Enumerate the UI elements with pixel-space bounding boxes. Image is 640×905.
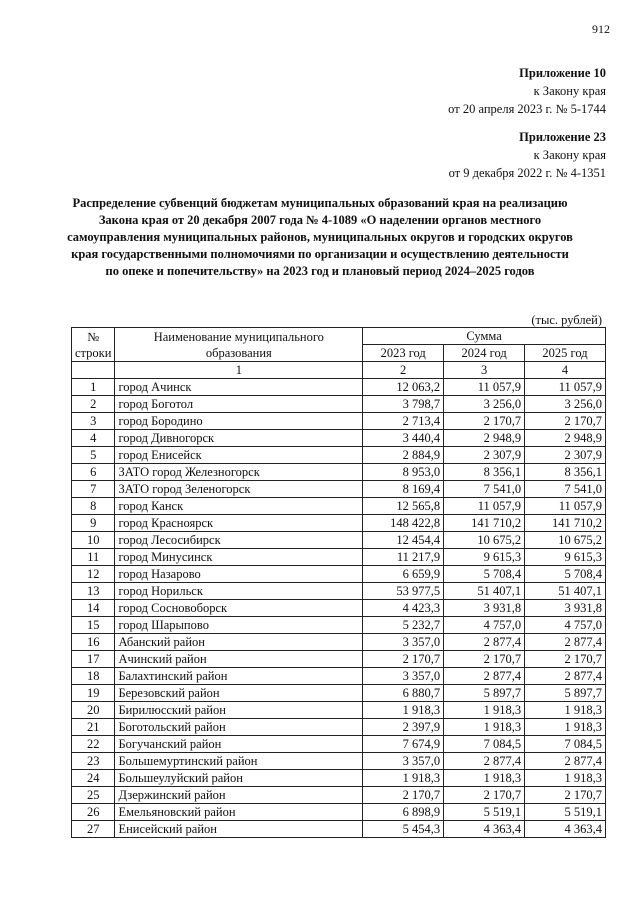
header-sum: Сумма: [363, 328, 606, 345]
municipality-cell: город Дивногорск: [115, 430, 363, 447]
header-year-2023: 2023 год: [363, 345, 444, 362]
row-number-cell: 16: [72, 634, 115, 651]
sum-2024-cell: 3 931,8: [444, 600, 525, 617]
sum-2024-cell: 2 170,7: [444, 413, 525, 430]
table-row: [72, 787, 606, 804]
title-line: по опеке и попечительству» на 2023 год и плановый период 2024–2025 годов: [105, 264, 535, 278]
sum-2025-cell: 10 675,2: [525, 532, 606, 549]
municipality-cell: Бирилюсский район: [115, 702, 363, 719]
municipality-cell: город Лесосибирск: [115, 532, 363, 549]
municipality-cell: Абанский район: [115, 634, 363, 651]
row-number-cell: 5: [72, 447, 115, 464]
sum-2023-cell: 3 440,4: [363, 430, 444, 447]
table-row: [72, 464, 606, 481]
sum-2024-cell: 2 877,4: [444, 668, 525, 685]
table-row: [72, 430, 606, 447]
sum-2025-cell: 51 407,1: [525, 583, 606, 600]
sum-2023-cell: 11 217,9: [363, 549, 444, 566]
municipality-cell: Дзержинский район: [115, 787, 363, 804]
column-index-cell: [72, 362, 115, 379]
sum-2023-cell: 3 357,0: [363, 634, 444, 651]
municipality-cell: город Боготол: [115, 396, 363, 413]
row-number-cell: 17: [72, 651, 115, 668]
title-line: Распределение субвенций бюджетам муниципальных образований края на реализацию: [72, 196, 568, 210]
sum-2023-cell: 12 063,2: [363, 379, 444, 396]
header-row: [72, 328, 606, 345]
column-index-cell: 4: [525, 362, 606, 379]
appendix-10-line2: от 20 апреля 2023 г. № 5-1744: [448, 102, 606, 116]
table-row: [72, 736, 606, 753]
municipality-cell: город Ачинск: [115, 379, 363, 396]
row-number-cell: 1: [72, 379, 115, 396]
sum-2023-cell: 3 357,0: [363, 668, 444, 685]
sum-2025-cell: 5 708,4: [525, 566, 606, 583]
header-year-2024: 2024 год: [444, 345, 525, 362]
table-row: [72, 804, 606, 821]
subvention-table: [71, 327, 606, 838]
table-row: [72, 515, 606, 532]
municipality-cell: Емельяновский район: [115, 804, 363, 821]
sum-2023-cell: 12 565,8: [363, 498, 444, 515]
table-row: [72, 685, 606, 702]
table-row: [72, 753, 606, 770]
sum-2025-cell: 4 757,0: [525, 617, 606, 634]
appendix-10-reference: [448, 64, 606, 118]
sum-2024-cell: 11 057,9: [444, 498, 525, 515]
sum-2025-cell: 3 256,0: [525, 396, 606, 413]
table-row: [72, 719, 606, 736]
table-row: [72, 600, 606, 617]
sum-2024-cell: 2 877,4: [444, 634, 525, 651]
appendix-23-line2: от 9 декабря 2022 г. № 4-1351: [448, 166, 606, 180]
sum-2024-cell: 2 948,9: [444, 430, 525, 447]
row-number-cell: 15: [72, 617, 115, 634]
municipality-cell: Енисейский район: [115, 821, 363, 838]
row-number-cell: 2: [72, 396, 115, 413]
sum-2024-cell: 8 356,1: [444, 464, 525, 481]
column-index-cell: 1: [115, 362, 363, 379]
municipality-cell: город Норильск: [115, 583, 363, 600]
sum-2025-cell: 9 615,3: [525, 549, 606, 566]
sum-2025-cell: 5 897,7: [525, 685, 606, 702]
sum-2023-cell: 5 454,3: [363, 821, 444, 838]
municipality-cell: город Минусинск: [115, 549, 363, 566]
column-index-cell: 2: [363, 362, 444, 379]
title-line: Закона края от 20 декабря 2007 года № 4-1089 «О наделении органов местного: [98, 213, 542, 227]
sum-2023-cell: 2 170,7: [363, 651, 444, 668]
row-number-cell: 4: [72, 430, 115, 447]
sum-2024-cell: 7 084,5: [444, 736, 525, 753]
sum-2023-cell: 1 918,3: [363, 702, 444, 719]
row-number-cell: 27: [72, 821, 115, 838]
sum-2024-cell: 51 407,1: [444, 583, 525, 600]
header-row-number-line2: строки: [75, 345, 112, 360]
municipality-cell: город Красноярск: [115, 515, 363, 532]
table-row: [72, 702, 606, 719]
municipality-cell: Березовский район: [115, 685, 363, 702]
sum-2023-cell: 8 169,4: [363, 481, 444, 498]
row-number-cell: 22: [72, 736, 115, 753]
sum-2023-cell: 6 659,9: [363, 566, 444, 583]
sum-2023-cell: 4 423,3: [363, 600, 444, 617]
sum-2023-cell: 2 397,9: [363, 719, 444, 736]
row-number-cell: 26: [72, 804, 115, 821]
row-number-cell: 23: [72, 753, 115, 770]
sum-2023-cell: 3 357,0: [363, 753, 444, 770]
units-label: (тыс. рублей): [531, 313, 602, 327]
column-index-row: [72, 362, 606, 379]
appendix-10-title: Приложение 10: [519, 66, 606, 80]
sum-2024-cell: 4 757,0: [444, 617, 525, 634]
sum-2025-cell: 11 057,9: [525, 498, 606, 515]
sum-2025-cell: 1 918,3: [525, 719, 606, 736]
table-row: [72, 549, 606, 566]
column-index-cell: 3: [444, 362, 525, 379]
sum-2025-cell: 1 918,3: [525, 702, 606, 719]
table-row: [72, 566, 606, 583]
sum-2025-cell: 2 877,4: [525, 668, 606, 685]
sum-2023-cell: 2 713,4: [363, 413, 444, 430]
sum-2024-cell: 4 363,4: [444, 821, 525, 838]
sum-2025-cell: 3 931,8: [525, 600, 606, 617]
appendix-23-line1: к Закону края: [533, 148, 606, 162]
sum-2023-cell: 148 422,8: [363, 515, 444, 532]
row-number-cell: 20: [72, 702, 115, 719]
sum-2024-cell: 5 519,1: [444, 804, 525, 821]
sum-2025-cell: 2 877,4: [525, 634, 606, 651]
municipality-cell: ЗАТО город Железногорск: [115, 464, 363, 481]
sum-2025-cell: 1 918,3: [525, 770, 606, 787]
row-number-cell: 8: [72, 498, 115, 515]
row-number-cell: 13: [72, 583, 115, 600]
row-number-cell: 3: [72, 413, 115, 430]
table-row: [72, 379, 606, 396]
sum-2024-cell: 141 710,2: [444, 515, 525, 532]
table-row: [72, 498, 606, 515]
table-row: [72, 634, 606, 651]
header-municipality-line1: Наименование муниципального: [153, 329, 324, 344]
table-row: [72, 481, 606, 498]
row-number-cell: 6: [72, 464, 115, 481]
sum-2024-cell: 1 918,3: [444, 702, 525, 719]
header-year-2025: 2025 год: [525, 345, 606, 362]
sum-2024-cell: 9 615,3: [444, 549, 525, 566]
table-body: [72, 379, 606, 838]
municipality-cell: город Канск: [115, 498, 363, 515]
sum-2023-cell: 3 798,7: [363, 396, 444, 413]
municipality-cell: город Назарово: [115, 566, 363, 583]
sum-2025-cell: 5 519,1: [525, 804, 606, 821]
sum-2025-cell: 2 307,9: [525, 447, 606, 464]
appendix-10-line1: к Закону края: [533, 84, 606, 98]
table-row: [72, 821, 606, 838]
table-row: [72, 532, 606, 549]
table-row: [72, 651, 606, 668]
sum-2025-cell: 141 710,2: [525, 515, 606, 532]
sum-2025-cell: 11 057,9: [525, 379, 606, 396]
municipality-cell: Большемуртинский район: [115, 753, 363, 770]
sum-2023-cell: 6 898,9: [363, 804, 444, 821]
sum-2023-cell: 2 884,9: [363, 447, 444, 464]
municipality-cell: Богучанский район: [115, 736, 363, 753]
row-number-cell: 25: [72, 787, 115, 804]
header-row-number: [72, 328, 115, 362]
table-row: [72, 447, 606, 464]
sum-2024-cell: 5 708,4: [444, 566, 525, 583]
sum-2025-cell: 7 541,0: [525, 481, 606, 498]
table-row: [72, 583, 606, 600]
sum-2025-cell: 2 170,7: [525, 651, 606, 668]
sum-2023-cell: 2 170,7: [363, 787, 444, 804]
sum-2025-cell: 2 877,4: [525, 753, 606, 770]
row-number-cell: 21: [72, 719, 115, 736]
municipality-cell: Боготольский район: [115, 719, 363, 736]
sum-2025-cell: 8 356,1: [525, 464, 606, 481]
row-number-cell: 12: [72, 566, 115, 583]
sum-2024-cell: 5 897,7: [444, 685, 525, 702]
row-number-cell: 7: [72, 481, 115, 498]
sum-2024-cell: 3 256,0: [444, 396, 525, 413]
sum-2024-cell: 7 541,0: [444, 481, 525, 498]
table-row: [72, 770, 606, 787]
sum-2024-cell: 2 170,7: [444, 787, 525, 804]
row-number-cell: 24: [72, 770, 115, 787]
sum-2025-cell: 2 170,7: [525, 413, 606, 430]
municipality-cell: Балахтинский район: [115, 668, 363, 685]
header-municipality-line2: образования: [205, 345, 272, 360]
sum-2024-cell: 10 675,2: [444, 532, 525, 549]
municipality-cell: Большеулуйский район: [115, 770, 363, 787]
municipality-cell: город Сосновоборск: [115, 600, 363, 617]
sum-2023-cell: 8 953,0: [363, 464, 444, 481]
row-number-cell: 19: [72, 685, 115, 702]
header-municipality: [115, 328, 363, 362]
sum-2025-cell: 4 363,4: [525, 821, 606, 838]
page-number: 912: [592, 22, 610, 36]
table-row: [72, 617, 606, 634]
row-number-cell: 10: [72, 532, 115, 549]
appendix-23-title: Приложение 23: [519, 130, 606, 144]
row-number-cell: 11: [72, 549, 115, 566]
title-line: самоуправления муниципальных районов, муниципальных округов и городских округов: [67, 230, 573, 244]
municipality-cell: Ачинский район: [115, 651, 363, 668]
table-row: [72, 413, 606, 430]
sum-2024-cell: 2 307,9: [444, 447, 525, 464]
sum-2023-cell: 6 880,7: [363, 685, 444, 702]
header-row-number-line1: №: [87, 329, 100, 344]
municipality-cell: город Шарыпово: [115, 617, 363, 634]
sum-2023-cell: 1 918,3: [363, 770, 444, 787]
table-row: [72, 396, 606, 413]
sum-2023-cell: 5 232,7: [363, 617, 444, 634]
sum-2024-cell: 2 170,7: [444, 651, 525, 668]
sum-2023-cell: 53 977,5: [363, 583, 444, 600]
row-number-cell: 9: [72, 515, 115, 532]
sum-2025-cell: 7 084,5: [525, 736, 606, 753]
municipality-cell: город Бородино: [115, 413, 363, 430]
municipality-cell: город Енисейск: [115, 447, 363, 464]
row-number-cell: 14: [72, 600, 115, 617]
municipality-cell: ЗАТО город Зеленогорск: [115, 481, 363, 498]
sum-2025-cell: 2 948,9: [525, 430, 606, 447]
appendix-23-reference: [449, 128, 606, 182]
sum-2024-cell: 1 918,3: [444, 719, 525, 736]
sum-2023-cell: 12 454,4: [363, 532, 444, 549]
sum-2024-cell: 11 057,9: [444, 379, 525, 396]
sum-2025-cell: 2 170,7: [525, 787, 606, 804]
sum-2024-cell: 2 877,4: [444, 753, 525, 770]
row-number-cell: 18: [72, 668, 115, 685]
table-row: [72, 668, 606, 685]
sum-2023-cell: 7 674,9: [363, 736, 444, 753]
sum-2024-cell: 1 918,3: [444, 770, 525, 787]
document-title: [40, 195, 600, 280]
title-line: края государственными полномочиями по организации и осуществлению деятельности: [71, 247, 569, 261]
